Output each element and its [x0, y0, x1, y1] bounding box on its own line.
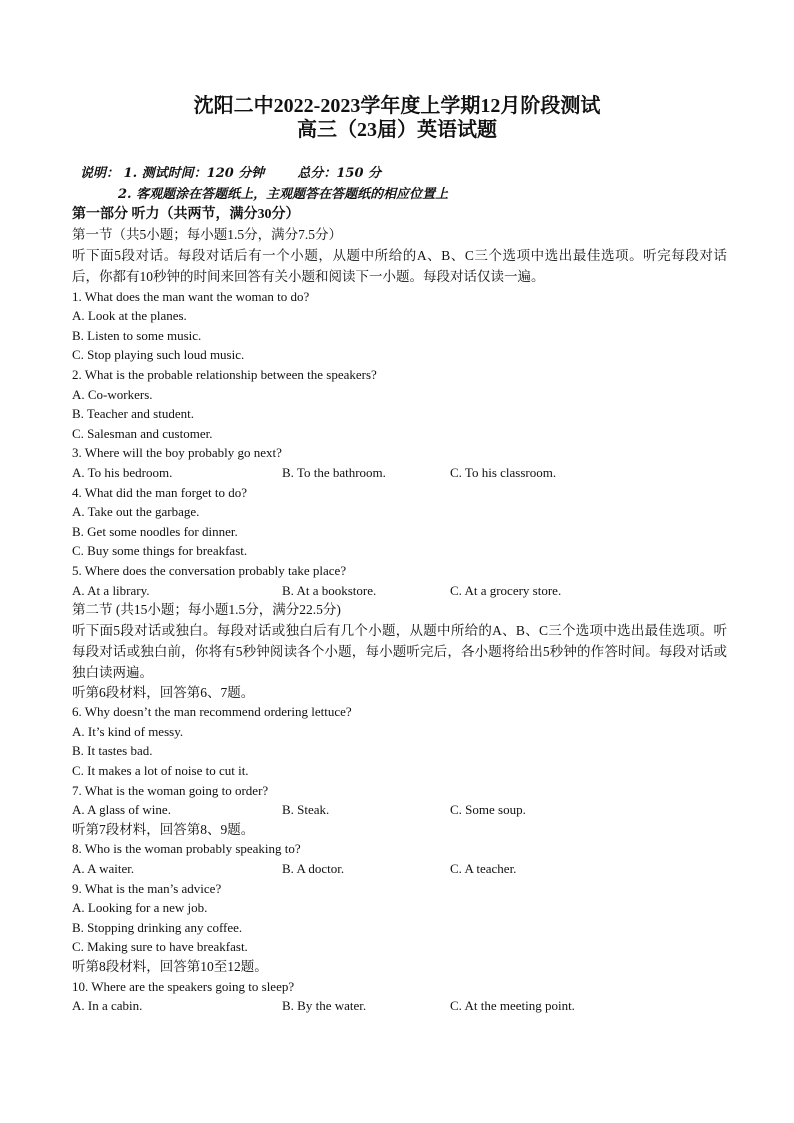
option-c: C. It makes a lot of noise to cut it. — [72, 763, 249, 779]
material-7-heading: 听第7段材料，回答第8、9题。 — [72, 821, 255, 837]
options-row — [72, 463, 727, 483]
exam-content — [72, 205, 727, 1016]
section1-instructions: 听下面5段对话。每段对话后有一个小题，从题中所给的A、B、C三个选项中选出最佳选项。听完每段对话后，你都有10秒钟的时间来回答有关小题和阅读下一小题。每段对话仅读一遍。 — [72, 247, 727, 284]
question-stem: 10. Where are the speakers going to sleep? — [72, 978, 295, 994]
exam-notes — [80, 163, 448, 205]
material-6-heading: 听第6段材料，回答第6、7题。 — [72, 684, 255, 700]
options-row — [72, 800, 727, 820]
option-c: C. Stop playing such loud music. — [72, 347, 245, 363]
notes-label: 说明： — [80, 166, 120, 181]
option-b: B. Stopping drinking any coffee. — [72, 919, 243, 935]
option-b: B. Steak. — [282, 802, 330, 818]
question-stem: 3. Where will the boy probably go next? — [72, 445, 282, 461]
page-subtitle: 高三（23届）英语试题 — [297, 119, 497, 141]
option-a: A. In a cabin. — [72, 998, 143, 1014]
option-c: C. At the meeting point. — [450, 998, 575, 1014]
options-row — [72, 581, 727, 601]
notes-score: 总分：150 分 — [297, 166, 382, 181]
material-8-heading: 听第8段材料，回答第10至12题。 — [72, 959, 268, 974]
options-row — [72, 996, 727, 1016]
option-b: B. To the bathroom. — [282, 464, 386, 480]
option-b: B. Get some noodles for dinner. — [72, 523, 238, 539]
notes-row-2: 2. 客观题涂在答题纸上，主观题答在答题纸的相应位置上 — [118, 187, 449, 202]
option-b: B. Teacher and student. — [72, 406, 194, 422]
section2-heading: 第二节 (共15小题；每小题1.5分，满分22.5分) — [72, 602, 341, 618]
option-c: C. At a grocery store. — [450, 582, 562, 598]
option-a: A. To his bedroom. — [72, 464, 173, 480]
option-c: C. Some soup. — [450, 802, 526, 818]
option-a: A. Looking for a new job. — [72, 900, 208, 916]
option-a: A. Look at the planes. — [72, 308, 187, 324]
question-stem: 8. Who is the woman probably speaking to? — [72, 841, 301, 857]
option-c: C. To his classroom. — [450, 464, 557, 480]
option-b: B. At a bookstore. — [282, 582, 377, 598]
option-b: B. By the water. — [282, 998, 367, 1014]
option-b: B. A doctor. — [282, 861, 345, 877]
option-a: A. It’s kind of messy. — [72, 723, 184, 739]
question-stem: 9. What is the man’s advice? — [72, 880, 222, 896]
notes-row-1 — [80, 163, 448, 184]
page-title: 沈阳二中2022-2023学年度上学期12月阶段测试 — [193, 95, 601, 117]
notes-time: 1. 测试时间：120 分钟 — [123, 166, 265, 181]
question-stem: 2. What is the probable relationship between the speakers? — [72, 366, 377, 382]
question-stem: 6. Why doesn’t the man recommend ordering lettuce? — [72, 704, 352, 720]
section2-instructions: 听下面5段对话或独白。每段对话或独白后有几个小题，从题中所给的A、B、C三个选项中选出最佳选项。听每段对话或独白前，你将有5秒钟阅读各个小题，每小题听完后，各小题将给出5秒钟的作答时间。每段对话或独白读两遍。 — [72, 622, 727, 680]
section1-heading: 第一节（共5小题；每小题1.5分，满分7.5分） — [72, 227, 342, 242]
question-stem: 7. What is the woman going to order? — [72, 782, 269, 798]
option-a: A. A waiter. — [72, 861, 135, 877]
question-stem: 4. What did the man forget to do? — [72, 484, 247, 500]
part1-heading: 第一部分 听力（共两节，满分30分） — [72, 207, 300, 222]
option-a: A. Co-workers. — [72, 386, 153, 402]
option-c: C. A teacher. — [450, 861, 517, 877]
option-c: C. Making sure to have breakfast. — [72, 939, 248, 955]
options-row — [72, 859, 727, 879]
question-stem: 1. What does the man want the woman to do? — [72, 288, 310, 304]
option-c: C. Salesman and customer. — [72, 425, 213, 441]
option-a: A. Take out the garbage. — [72, 504, 200, 520]
option-b: B. It tastes bad. — [72, 743, 153, 759]
option-a: A. A glass of wine. — [72, 802, 171, 818]
option-b: B. Listen to some music. — [72, 327, 202, 343]
question-stem: 5. Where does the conversation probably take place? — [72, 562, 347, 578]
option-c: C. Buy some things for breakfast. — [72, 543, 248, 559]
option-a: A. At a library. — [72, 582, 150, 598]
